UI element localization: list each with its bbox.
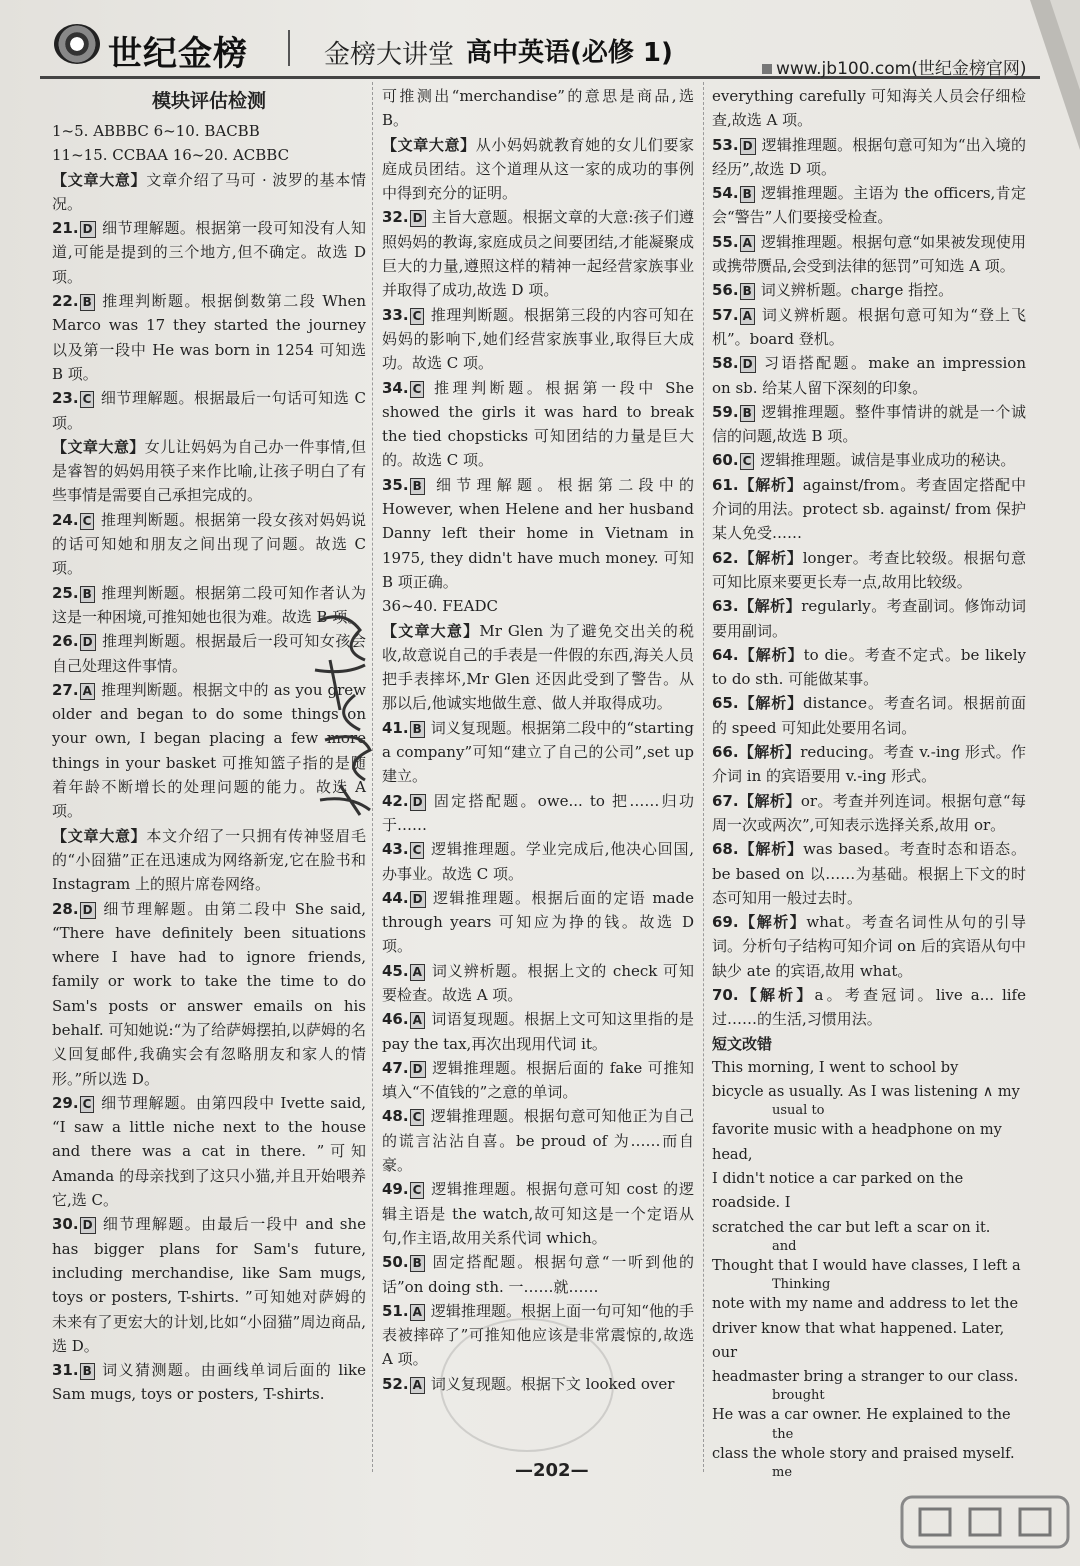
explanation-item [712, 691, 1026, 740]
explanation-text: 词义猜测题。由画线单词后面的 like Sam mugs, toys or posters, T-shirts. [52, 1361, 366, 1404]
section-tag: 【文章大意】 [52, 437, 145, 456]
question-number: 47. [382, 1058, 409, 1077]
correction-fix: Thinking [772, 1277, 831, 1293]
question-number: 51. [382, 1301, 409, 1320]
explanation-text: 推理判断题。根据第三段的内容可知在妈妈的影响下,她们经营家族事业,取得巨大成功。故选 C 项。 [382, 305, 694, 373]
correction-fix: brought [772, 1388, 825, 1404]
answer-letter: C [410, 1182, 425, 1199]
answer-key-line: 36~40. FEADC [382, 597, 498, 616]
explanation-text: 逻辑推理题。根据上面一句可知“他的手表被摔碎了”可推知他应该是非常震惊的,故选 A 项。 [382, 1301, 694, 1369]
explanation-text: everything carefully 可知海关人员会仔细检查,故选 A 项。 [712, 87, 1026, 130]
explanation-text: 逻辑推理题。学业完成后,他决心回国,办事业。故选 C 项。 [382, 840, 694, 883]
question-number: 43. [382, 840, 409, 859]
answer-letter: A [410, 1012, 425, 1029]
correction-fix: me [772, 1465, 793, 1481]
question-number: 33. [382, 305, 409, 324]
answer-letter: A [80, 683, 95, 700]
question-number: 62. [712, 548, 739, 567]
explanation-text: 逻辑推理题。根据后面的定语 made through years 可知应为挣的钱。故选 D 项。 [382, 888, 694, 956]
explanation-item [382, 886, 694, 959]
question-number: 68. [712, 840, 739, 859]
section-tag: 【解析】 [738, 475, 803, 494]
explanation-item [52, 216, 366, 289]
explanation-text: 逻辑推理题。根据句意“如果被发现使用或携带赝品,会受到法律的惩罚”可知选 A 项。 [712, 232, 1026, 276]
explanation-item [52, 289, 366, 386]
correction-line: bicycle as usually. As I was listening ∧ my [712, 1084, 1020, 1101]
explanation-text: 逻辑推理题。根据句意可知 cost 的逻辑主语是 the watch,故可知这是一个定语从句,作主语,故用关系代词 which。 [382, 1180, 694, 1247]
question-number: 48. [382, 1107, 409, 1126]
explanation-text: 词义辨析题。charge 指控。 [760, 281, 954, 300]
explanation-list [712, 84, 1026, 1032]
explanation-text: 词义辨析题。根据句意可知为“登上飞机”。board 登机。 [712, 305, 1026, 348]
answer-letter: B [740, 283, 755, 300]
section-tag: 【解析】 [738, 743, 801, 762]
column-right [712, 84, 1026, 1480]
section-tag: 【文章大意】 [52, 826, 147, 845]
question-number: 27. [52, 680, 79, 699]
explanation-item [52, 824, 366, 897]
watermark-seal [440, 1318, 614, 1452]
question-number: 52. [382, 1374, 409, 1393]
explanation-item [382, 1056, 694, 1105]
correction-fix: the [772, 1426, 794, 1442]
question-number: 69. [712, 913, 739, 932]
explanation-text: to die。考查不定式。be likely to do sth. 可能做某事。 [712, 645, 1026, 689]
explanation-item [712, 448, 1026, 472]
question-number: 66. [712, 743, 739, 762]
explanation-item [382, 303, 694, 376]
section-tag: 【解析】 [738, 645, 804, 664]
correction-line: Thought that I would have classes, I left a [712, 1257, 1021, 1274]
series-name: 金榜大讲堂 [324, 40, 455, 70]
question-number: 32. [382, 208, 409, 227]
answer-letter: D [80, 634, 96, 651]
correction-line: I didn't notice a car parked on the roadside. I [712, 1171, 964, 1212]
explanation-item [712, 473, 1026, 546]
answer-letter: D [80, 221, 96, 238]
answer-letter: D [410, 794, 426, 811]
explanation-text: Mr Glen 为了避免交出关的税收,故意说自己的手表是一件假的东西,海关人员把手表摔坏,Mr Glen 还因此受到了警告。从那以后,他诚实地做生意、做人并取得成功。 [382, 621, 694, 713]
answer-letter: D [410, 1061, 426, 1078]
question-number: 21. [52, 219, 79, 238]
correction-line: This morning, I went to school by [712, 1059, 959, 1076]
question-number: 44. [382, 888, 409, 907]
question-number: 65. [712, 694, 739, 713]
explanation-text: 词语复现题。根据上文可知这里指的是 pay the tax,再次出现用代词 it。 [382, 1010, 694, 1053]
page-header [40, 18, 1040, 79]
section-tag: 【解析】 [738, 840, 804, 859]
explanation-item [712, 133, 1026, 182]
section-tag: 【文章大意】 [382, 621, 480, 640]
explanation-text: 细节理解题。由最后一段中 and she has bigger plans for Sam's future, including merchandise, like Sam mugs, toys or posters, T-shirts. ”可知她对萨姆的未来有了更宏大的计划,比如“小囧猫”周边商品,选 D。 [52, 1215, 366, 1355]
answer-key-line: 11~15. CCBAA 16~20. ACBBC [52, 146, 290, 165]
section-tag: 【解析】 [738, 791, 801, 810]
explanation-item [712, 351, 1026, 400]
explanation-text: what。考查名词性从句的引导词。分析句子结构可知介词 on 后的宾语从句中缺少 ate 的宾语,故用 what。 [712, 913, 1026, 980]
question-number: 22. [52, 292, 79, 311]
explanation-text: 推理判断题。根据最后一段可知女孩会自己处理这件事情。 [52, 632, 366, 675]
explanation-text: against/from。考查固定搭配中介词的用法。protect sb. against/ from 保护某人免受…… [712, 475, 1026, 543]
explanation-text: 逻辑推理题。根据句意可知他正为自己的谎言沾沾自喜。be proud of 为……而自豪。 [382, 1107, 694, 1175]
explanation-item [382, 959, 694, 1008]
explanation-text: regularly。考查副词。修饰动词要用副词。 [712, 597, 1026, 640]
section-tag: 【解析】 [738, 597, 802, 616]
answer-letter: A [410, 1304, 425, 1321]
explanation-item [712, 278, 1026, 302]
question-number: 67. [712, 791, 739, 810]
answer-letter: B [410, 1255, 425, 1272]
column-divider [703, 82, 704, 1472]
answer-letter: C [410, 842, 425, 859]
explanation-item [712, 789, 1026, 838]
correction-line: He was a car owner. He explained to the [712, 1407, 1011, 1424]
explanation-text: 细节理解题。由第四段中 Ivette said, “I saw a little niche next to the house and there was a cat in there. ”可知 Amanda 的母亲找到了这只小猫,并且开始喂养它,选 C。 [52, 1093, 366, 1210]
error-correction-text [712, 1056, 1026, 1480]
explanation-item [52, 897, 366, 1091]
answer-letter: D [410, 210, 426, 227]
section-tag: 【文章大意】 [382, 135, 476, 154]
answer-letter: A [740, 308, 755, 325]
question-number: 24. [52, 510, 79, 529]
explanation-item [52, 168, 366, 217]
correction-line: headmaster bring a stranger to our class. [712, 1369, 1019, 1386]
handwriting-scribble [300, 600, 390, 830]
brand-logo-icon [54, 24, 100, 64]
answer-letter: B [80, 294, 95, 311]
question-number: 59. [712, 402, 739, 421]
explanation-item [52, 1091, 366, 1212]
explanation-item [712, 84, 1026, 133]
explanation-text: 词义复现题。根据下文 looked over [430, 1374, 675, 1393]
explanation-item [712, 181, 1026, 230]
explanation-item [382, 473, 694, 594]
answer-letter: C [740, 453, 755, 470]
explanation-text: 逻辑推理题。主语为 the officers,肯定会“警告”人们要接受检查。 [712, 184, 1026, 227]
explanation-text: 细节理解题。根据第一段可知没有人知道,可能是提到的三个地方,但不确定。故选 D 项。 [52, 219, 366, 286]
answer-letter: A [410, 964, 425, 981]
answer-letter: B [410, 721, 425, 738]
answer-letter: B [80, 586, 95, 603]
explanation-text: longer。考查比较级。根据句意可知比原来要更长寿一点,故用比较级。 [712, 548, 1026, 591]
question-number: 46. [382, 1010, 409, 1029]
question-number: 50. [382, 1253, 409, 1272]
explanation-text: 逻辑推理题。根据句意可知为“出入境的经历”,故选 D 项。 [712, 135, 1026, 178]
correction-line: scratched the car but left a scar on it. [712, 1219, 991, 1236]
explanation-item [712, 594, 1026, 643]
answer-letter: B [740, 405, 755, 422]
answer-letter: D [740, 356, 756, 373]
section-tag: 【解析】 [738, 985, 815, 1004]
explanation-item [382, 1104, 694, 1177]
section-tag: 【文章大意】 [52, 170, 147, 189]
question-number: 26. [52, 632, 79, 651]
explanation-text: 逻辑推理题。诚信是事业成功的秘诀。 [760, 451, 1016, 470]
question-number: 60. [712, 451, 739, 470]
question-number: 29. [52, 1093, 79, 1112]
explanation-text: reducing。考查 v.-ing 形式。作介词 in 的宾语要用 v.-ing 形式。 [712, 743, 1026, 786]
explanation-text: 推理判断题。根据第二段可知作者认为这是一种困境,可推知她也很为难。故选 B 项。 [52, 583, 366, 626]
book-title: 高中英语(必修 1) [466, 38, 673, 68]
explanation-item [382, 205, 694, 302]
section-tag: 【解析】 [738, 694, 804, 713]
explanation-item [712, 230, 1026, 279]
answer-letter: C [410, 381, 425, 398]
question-number: 61. [712, 475, 739, 494]
explanation-text: 细节理解题。根据第二段中的 However, when Helene and her husband Danny left their home in Vietnam in 1975, they didn't have much money. 可知 B 项正确。 [382, 475, 694, 591]
explanation-text: distance。考查名词。根据前面的 speed 可知此处要用名词。 [712, 694, 1026, 737]
explanation-text: 主旨大意题。根据文章的大意:孩子们遵照妈妈的教诲,家庭成员之间要团结,才能凝聚成巨大的力量,遵照这样的精神一起经营家族事业并取得了成功,故选 D 项。 [382, 208, 694, 300]
question-number: 56. [712, 281, 739, 300]
explanation-item [382, 789, 694, 838]
explanation-item [712, 740, 1026, 789]
explanation-item [52, 1212, 366, 1358]
answer-letter: C [410, 308, 425, 325]
explanation-text: 本文介绍了一只拥有传神竖眉毛的“小囧猫”正在迅速成为网络新宠,它在脸书和 Instagram 上的照片席卷网络。 [52, 826, 366, 894]
question-number: 31. [52, 1361, 79, 1380]
explanation-item [52, 386, 366, 435]
explanation-item [712, 837, 1026, 910]
corner-watermark-logo [900, 1495, 1070, 1565]
error-correction-heading: 短文改错 [712, 1034, 773, 1053]
answer-key-line: 1~5. ABBBC 6~10. BACBB [52, 122, 260, 140]
explanation-text: 女儿让妈妈为自己办一件事情,但是睿智的妈妈用筷子来作比喻,让孩子明白了有些事情是需要自己承担完成的。 [52, 437, 366, 505]
section-title: 模块评估检测 [151, 90, 266, 112]
explanation-item [382, 1007, 694, 1056]
answer-letter: B [740, 186, 755, 203]
explanation-text: 推理判断题。根据文中的 as you grew older and began to do some things on your own, I began placing a few more things in your basket 可推知篮子指的是随着年龄不断增长的处理问题的能力。故选 A 项。 [52, 680, 366, 821]
explanation-item [712, 400, 1026, 449]
explanation-text: 习语搭配题。make an impression on sb. 给某人留下深刻的印象。 [712, 354, 1026, 397]
question-number: 63. [712, 597, 739, 616]
explanation-item [382, 716, 694, 789]
correction-line: driver know that what happened. Later, our [712, 1320, 1005, 1361]
answer-letter: D [740, 138, 756, 155]
answer-letter: D [410, 891, 426, 908]
explanation-text: 可推测出“merchandise”的意思是商品,选 B。 [382, 87, 694, 130]
question-number: 49. [382, 1180, 409, 1199]
answer-letter: B [80, 1363, 95, 1380]
question-number: 53. [712, 135, 739, 154]
header-divider [288, 30, 290, 66]
correction-line: favorite music with a headphone on my head, [712, 1122, 1002, 1163]
explanation-item [382, 84, 694, 133]
answer-letter: C [80, 391, 95, 408]
question-number: 23. [52, 389, 79, 408]
page-number: —202— [515, 1460, 589, 1481]
explanation-text: 逻辑推理题。根据后面的 fake 可推知填入“不值钱的”之意的单词。 [382, 1058, 694, 1102]
question-number: 57. [712, 305, 739, 324]
correction-fix: and [772, 1238, 797, 1254]
error-correction [712, 1032, 1026, 1480]
question-number: 54. [712, 184, 739, 203]
explanation-item [712, 643, 1026, 692]
question-number: 41. [382, 718, 409, 737]
answer-letter: A [740, 235, 755, 252]
correction-fix: usual to [772, 1103, 825, 1119]
question-number: 30. [52, 1215, 79, 1234]
explanation-item [712, 303, 1026, 352]
explanation-text: 逻辑推理题。整件事情讲的就是一个诚信的问题,故选 B 项。 [712, 402, 1026, 446]
answer-letter: C [410, 1109, 425, 1126]
explanation-text: was based。考查时态和语态。be based on 以……为基础。根据上下文的时态可知用一般过去时。 [712, 840, 1026, 907]
explanation-text: 固定搭配题。owe... to 把……归功于…… [382, 791, 694, 834]
column-middle [382, 84, 694, 1396]
explanation-text: 细节理解题。由第二段中 She said, “There have definitely been situations where I have had to ignore friends, family or work to take the time to do Sam's posts or answer emails on his behalf. 可知她说:“为了给萨姆摆拍,以萨姆的名义回复邮件,我确实会有忽略朋友和家人的情形。”所以选 D。 [52, 899, 366, 1088]
explanation-text: 从小妈妈就教育她的女儿们要家庭成员团结。这个道理从这一家的成功的事例中得到充分的证明。 [382, 135, 694, 203]
page-curl-icon [1020, 0, 1080, 150]
url-bullet-icon [762, 64, 772, 74]
answer-letter: C [80, 513, 95, 530]
answer-letter: A [410, 1377, 425, 1394]
explanation-item [52, 508, 366, 581]
site-url[interactable] [762, 54, 1027, 79]
question-number: 64. [712, 645, 739, 664]
explanation-text: 推理判断题。根据倒数第二段 When Marco was 17 they started the journey 以及第一段中 He was born in 1254 可知选 B 项。 [52, 292, 366, 383]
question-number: 42. [382, 791, 409, 810]
explanation-text: a。考查冠词。live a... life 过……的生活,习惯用法。 [712, 985, 1026, 1029]
answer-letter: B [410, 478, 425, 495]
question-number: 34. [382, 378, 409, 397]
explanation-item [712, 983, 1026, 1032]
question-number: 58. [712, 354, 739, 373]
explanation-text: 细节理解题。根据最后一句话可知选 C 项。 [52, 389, 366, 432]
explanation-text: 推理判断题。根据第一段女孩对妈妈说的话可知她和朋友之间出现了问题。故选 C 项。 [52, 510, 366, 578]
question-number: 35. [382, 475, 409, 494]
explanation-item [382, 619, 694, 716]
section-tag: 【解析】 [738, 913, 807, 932]
explanation-text: or。考查并列连词。根据句意“每周一次或两次”,可知表示选择关系,故用 or。 [712, 791, 1026, 834]
explanation-item [712, 546, 1026, 595]
question-number: 28. [52, 899, 79, 918]
question-number: 55. [712, 232, 739, 251]
explanation-item [52, 435, 366, 508]
explanation-item [382, 133, 694, 206]
question-number: 45. [382, 961, 409, 980]
correction-line: note with my name and address to let the [712, 1296, 1019, 1313]
explanation-text: 推理判断题。根据第一段中 She showed the girls it was hard to break the tied chopsticks 可知团结的力量是巨大的。故选 C 项。 [382, 378, 694, 470]
explanation-text: 词义复现题。根据第二段中的“starting a company”可知“建立了自己的公司”,set up 建立。 [382, 718, 694, 786]
section-tag: 【解析】 [738, 548, 803, 567]
question-number: 70. [712, 985, 739, 1004]
site-url-text: www.jb100.com(世纪金榜官网) [776, 59, 1027, 79]
explanation-item [712, 910, 1026, 983]
explanation-text: 词义辨析题。根据上文的 check 可知要检查。故选 A 项。 [382, 961, 694, 1004]
correction-line: class the whole story and praised myself. [712, 1445, 1015, 1462]
explanation-text: 固定搭配题。根据句意“一听到他的话”on doing sth. 一……就…… [382, 1253, 694, 1296]
answer-letter: D [80, 902, 96, 919]
explanation-item [52, 1358, 366, 1407]
explanation-text: 文章介绍了马可 · 波罗的基本情况。 [52, 170, 366, 213]
brand-name: 世纪金榜 [108, 34, 248, 74]
question-number: 25. [52, 583, 79, 602]
explanation-item [382, 837, 694, 886]
explanation-item [382, 376, 694, 473]
explanation-item [382, 1177, 694, 1250]
explanation-item [382, 1250, 694, 1299]
answer-letter: D [80, 1217, 96, 1234]
answer-letter: C [80, 1096, 95, 1113]
